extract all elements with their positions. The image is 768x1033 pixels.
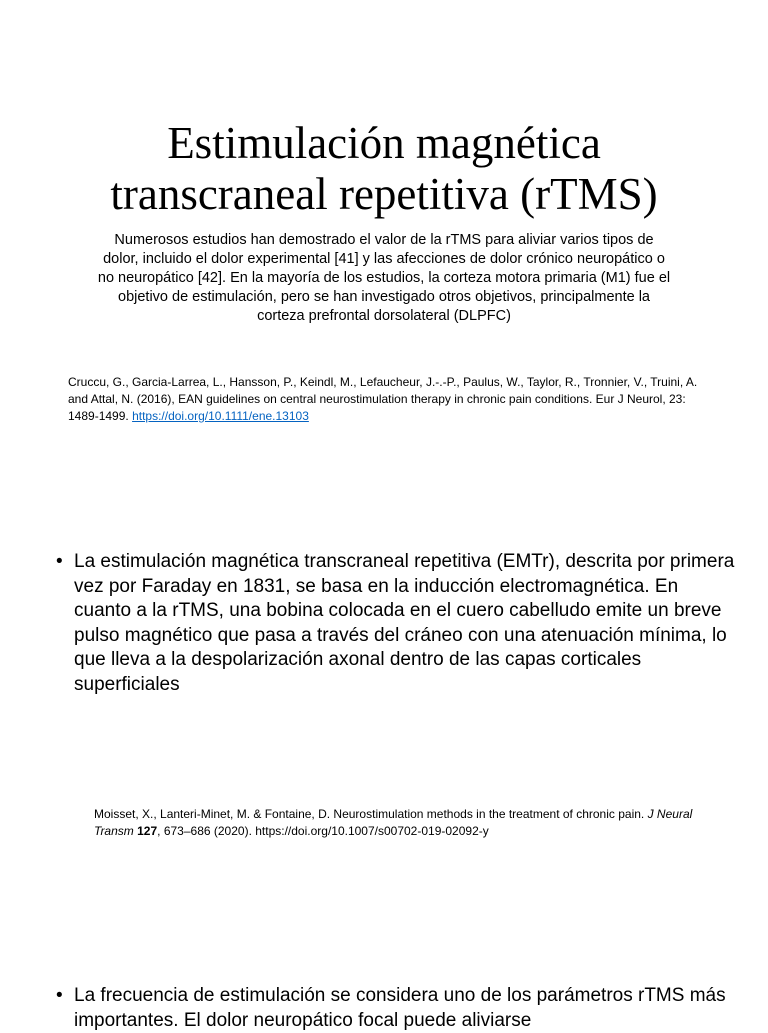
slide-title [0,118,768,220]
reference-cruccu [68,374,718,425]
bullet-marker: • [56,985,63,1006]
reference-moisset-volume: 127 [137,824,158,838]
bullet-text: La estimulación magnética transcraneal repetitiva (EMTr), descrita por primera vez por Faraday en 1831, se basa en la inducción electromagnética. En cuanto a la rTMS, una bobina colocada en el cuero cabelludo emite un breve pulso magnético que pasa a través del cráneo con una atenuación mínima, lo que lleva a la despolarización axonal dentro de las capas corticales superficiales [74,551,735,695]
reference-moisset [94,806,734,840]
title-line-2: transcraneal repetitiva (rTMS) [110,169,658,219]
bullet-stimulation-frequency [56,984,736,1033]
reference-cruccu-text: Cruccu, G., Garcia-Larrea, L., Hansson, P., Keindl, M., Lefaucheur, J.-.-P., Paulus, W., Taylor, R., Tronnier, V., Truini, A. and Attal, N. (2016), EAN guidelines on central neurostimulation therapy in chronic pain conditions. Eur J Neurol, 23: 1489-1499. [68,375,698,423]
bullet-text: La frecuencia de estimulación se considera uno de los parámetros rTMS más importantes. El dolor neuropático focal puede aliviarse [74,985,726,1031]
summary-paragraph: Numerosos estudios han demostrado el valor de la rTMS para aliviar varios tipos de dolor, incluido el dolor experimental [41] y las afecciones de dolor crónico neuropático o no neuropático [42]. En la mayoría de los estudios, la corteza motora primaria (M1) fue el objetivo de estimulación, pero se han investigado otros objetivos, principalmente la corteza prefrontal dorsolateral (DLPFC) [97,232,671,324]
bullet-marker: • [56,551,63,572]
reference-moisset-rest: , 673–686 (2020). https://doi.org/10.1007/s00702-019-02092-y [157,824,489,838]
doi-link[interactable]: https://doi.org/10.1111/ene.13103 [132,409,309,423]
reference-moisset-authors: Moisset, X., Lanteri-Minet, M. & Fontaine, D. Neurostimulation methods in the treatment of chronic pain. [94,807,648,821]
reference-moisset-journal: J Neural Transm [94,807,693,838]
bullet-rtms-description [56,550,736,697]
title-line-1: Estimulación magnética [167,118,601,168]
